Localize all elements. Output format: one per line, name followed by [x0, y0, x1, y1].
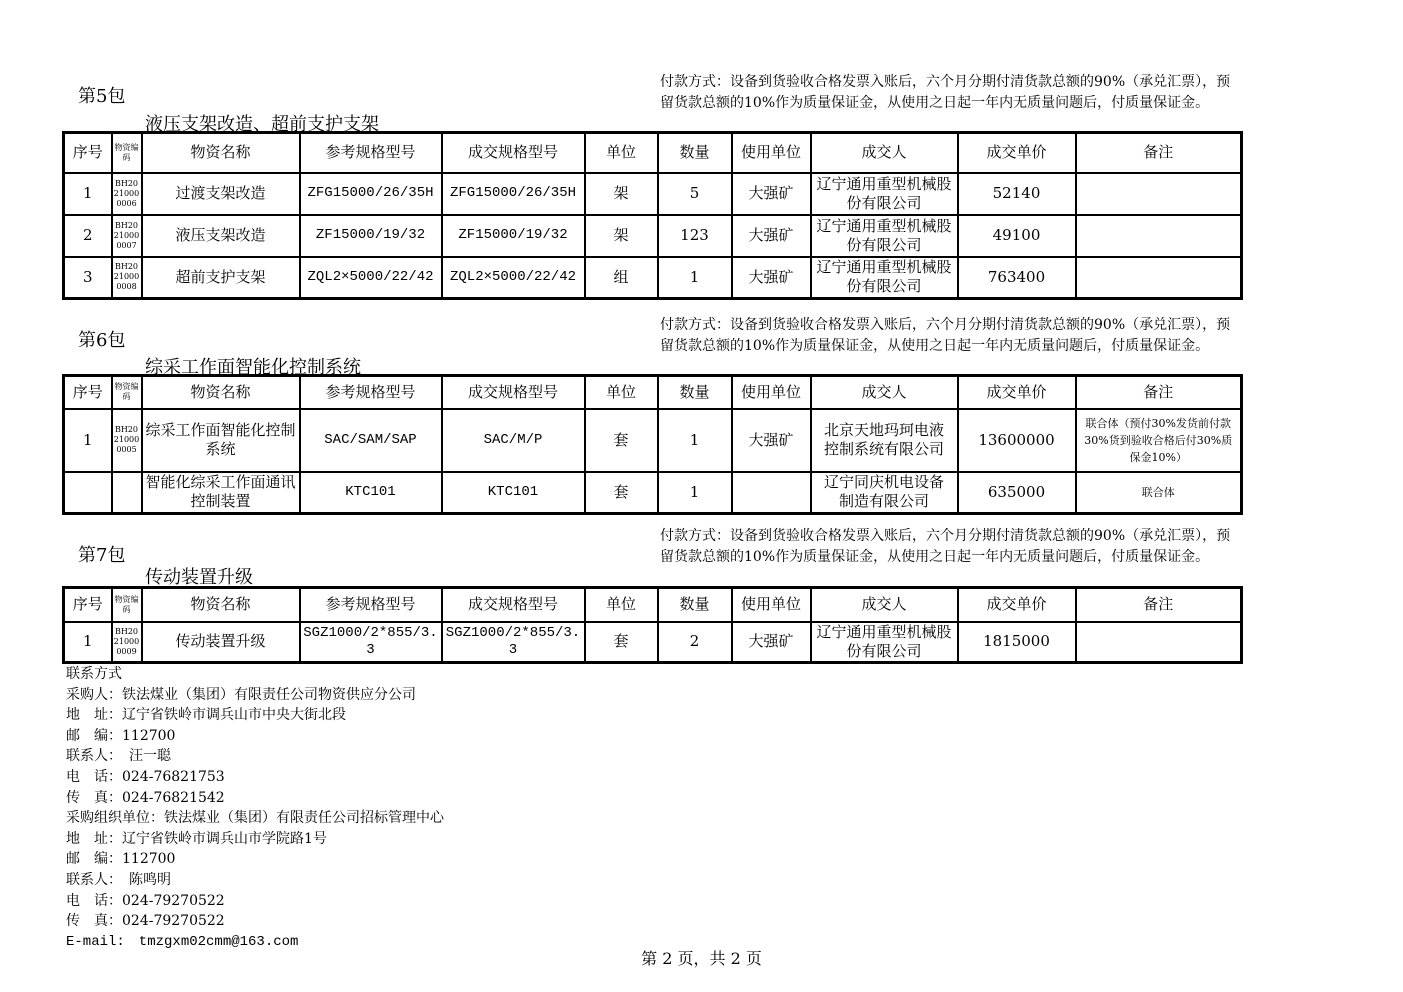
cell-price: 52140	[958, 173, 1076, 215]
cell-ref-model: KTC101	[300, 472, 442, 514]
cell-qty: 5	[658, 173, 732, 215]
table-row	[64, 409, 1242, 472]
cell-unit: 架	[585, 215, 658, 257]
cell-seq	[64, 472, 112, 514]
cell-code: BH20210000008	[112, 257, 142, 299]
cell-seq: 3	[64, 257, 112, 299]
header-user: 使用单位	[732, 133, 811, 173]
cell-ref-model: ZF15000/19/32	[300, 215, 442, 257]
header-ref-model: 参考规格型号	[300, 588, 442, 622]
cell-note	[1076, 215, 1242, 257]
header-code: 物资编码	[112, 376, 142, 409]
cell-unit: 套	[585, 409, 658, 472]
package-6-title: 综采工作面智能化控制系统	[145, 357, 361, 378]
contact-agency: 采购组织单位：铁法煤业（集团）有限责任公司招标管理中心	[66, 810, 444, 827]
contact-buyer-person: 联系人： 汪一聪	[66, 748, 171, 765]
header-vendor: 成交人	[811, 376, 958, 409]
table-row	[64, 472, 1242, 514]
cell-user: 大强矿	[732, 409, 811, 472]
cell-seq: 1	[64, 409, 112, 472]
cell-code: BH20210000007	[112, 215, 142, 257]
table-header-row	[64, 133, 1242, 173]
header-vendor: 成交人	[811, 133, 958, 173]
cell-price: 763400	[958, 257, 1076, 299]
header-deal-model: 成交规格型号	[442, 376, 585, 409]
contact-email: E-mail: tmzgxm02cmm@163.com	[66, 933, 299, 950]
header-ref-model: 参考规格型号	[300, 376, 442, 409]
cell-note	[1076, 622, 1242, 663]
cell-code: BH20210000005	[112, 409, 142, 472]
package-7-payment-terms: 付款方式：设备到货验收合格发票入账后，六个月分期付清货款总额的90%（承兑汇票），预留货款总额的10%作为质量保证金，从使用之日起一年内无质量问题后，付质量保证金。	[660, 528, 1231, 565]
package-5-payment-terms: 付款方式：设备到货验收合格发票入账后，六个月分期付清货款总额的90%（承兑汇票），预留货款总额的10%作为质量保证金，从使用之日起一年内无质量问题后，付质量保证金。	[660, 74, 1231, 111]
cell-name: 液压支架改造	[142, 215, 300, 257]
contact-agency-address: 地 址：辽宁省铁岭市调兵山市学院路1号	[66, 830, 327, 847]
cell-ref-model: ZQL2×5000/22/42	[300, 257, 442, 299]
cell-note	[1076, 173, 1242, 215]
cell-code: BH20210000006	[112, 173, 142, 215]
cell-price: 1815000	[958, 622, 1076, 663]
cell-deal-model: SGZ1000/2*855/3.3	[442, 622, 585, 663]
header-seq: 序号	[64, 133, 112, 173]
cell-price: 49100	[958, 215, 1076, 257]
cell-vendor: 辽宁通用重型机械股份有限公司	[811, 173, 958, 215]
header-note: 备注	[1076, 588, 1242, 622]
package-6-label: 第6包	[78, 330, 126, 351]
cell-deal-model: ZQL2×5000/22/42	[442, 257, 585, 299]
cell-deal-model: KTC101	[442, 472, 585, 514]
header-unit: 单位	[585, 376, 658, 409]
package-7-title: 传动装置升级	[145, 567, 253, 588]
package-7-label: 第7包	[78, 545, 126, 566]
header-unit: 单位	[585, 133, 658, 173]
contact-buyer-address: 地 址：辽宁省铁岭市调兵山市中央大街北段	[66, 707, 346, 724]
package-6-table	[62, 374, 1243, 515]
table-row	[64, 173, 1242, 215]
cell-seq: 1	[64, 622, 112, 663]
header-seq: 序号	[64, 376, 112, 409]
cell-seq: 1	[64, 173, 112, 215]
cell-note: 联合体（预付30%发货前付款30%货到验收合格后付30%质保金10%）	[1076, 409, 1242, 472]
cell-unit: 架	[585, 173, 658, 215]
cell-vendor: 北京天地玛珂电液控制系统有限公司	[811, 409, 958, 472]
cell-name: 过渡支架改造	[142, 173, 300, 215]
contact-agency-phone: 电 话：024-79270522	[66, 892, 225, 909]
cell-qty: 123	[658, 215, 732, 257]
contact-agency-person: 联系人： 陈鸣明	[66, 871, 171, 888]
package-7-table	[62, 586, 1243, 664]
cell-code	[112, 472, 142, 514]
cell-name: 智能化综采工作面通讯控制装置	[142, 472, 300, 514]
cell-name: 传动装置升级	[142, 622, 300, 663]
cell-deal-model: ZF15000/19/32	[442, 215, 585, 257]
header-code: 物资编码	[112, 133, 142, 173]
contact-buyer-phone: 电 话：024-76821753	[66, 768, 225, 785]
header-deal-model: 成交规格型号	[442, 588, 585, 622]
cell-qty: 2	[658, 622, 732, 663]
contact-block	[66, 664, 444, 952]
header-vendor: 成交人	[811, 588, 958, 622]
cell-user	[732, 472, 811, 514]
header-seq: 序号	[64, 588, 112, 622]
header-price: 成交单价	[958, 588, 1076, 622]
cell-unit: 套	[585, 472, 658, 514]
header-qty: 数量	[658, 133, 732, 173]
cell-vendor: 辽宁同庆机电设备制造有限公司	[811, 472, 958, 514]
cell-seq: 2	[64, 215, 112, 257]
table-row	[64, 257, 1242, 299]
header-note: 备注	[1076, 376, 1242, 409]
header-code: 物资编码	[112, 588, 142, 622]
contact-agency-fax: 传 真：024-79270522	[66, 913, 225, 930]
cell-price: 635000	[958, 472, 1076, 514]
contact-agency-postcode: 邮 编：112700	[66, 851, 176, 868]
cell-qty: 1	[658, 472, 732, 514]
table-header-row	[64, 588, 1242, 622]
cell-name: 综采工作面智能化控制系统	[142, 409, 300, 472]
header-qty: 数量	[658, 588, 732, 622]
table-header-row	[64, 376, 1242, 409]
cell-name: 超前支护支架	[142, 257, 300, 299]
page-footer: 第 2 页，共 2 页	[641, 949, 762, 968]
contact-buyer-fax: 传 真：024-76821542	[66, 789, 225, 806]
header-price: 成交单价	[958, 376, 1076, 409]
contact-buyer-postcode: 邮 编：112700	[66, 727, 176, 744]
table-row	[64, 622, 1242, 663]
header-user: 使用单位	[732, 588, 811, 622]
cell-note	[1076, 257, 1242, 299]
cell-unit: 套	[585, 622, 658, 663]
contact-buyer: 采购人：铁法煤业（集团）有限责任公司物资供应分公司	[66, 686, 416, 703]
package-5-title: 液压支架改造、超前支护支架	[145, 114, 379, 135]
cell-unit: 组	[585, 257, 658, 299]
header-user: 使用单位	[732, 376, 811, 409]
header-price: 成交单价	[958, 133, 1076, 173]
header-qty: 数量	[658, 376, 732, 409]
package-5-label: 第5包	[78, 86, 126, 107]
cell-user: 大强矿	[732, 622, 811, 663]
cell-qty: 1	[658, 257, 732, 299]
header-name: 物资名称	[142, 588, 300, 622]
header-name: 物资名称	[142, 133, 300, 173]
table-row	[64, 215, 1242, 257]
cell-deal-model: ZFG15000/26/35H	[442, 173, 585, 215]
contact-heading: 联系方式	[66, 666, 122, 682]
cell-user: 大强矿	[732, 173, 811, 215]
package-5-table	[62, 131, 1243, 300]
cell-user: 大强矿	[732, 215, 811, 257]
header-name: 物资名称	[142, 376, 300, 409]
cell-price: 13600000	[958, 409, 1076, 472]
header-unit: 单位	[585, 588, 658, 622]
header-note: 备注	[1076, 133, 1242, 173]
cell-code: BH20210000009	[112, 622, 142, 663]
cell-ref-model: ZFG15000/26/35H	[300, 173, 442, 215]
header-ref-model: 参考规格型号	[300, 133, 442, 173]
package-6-payment-terms: 付款方式：设备到货验收合格发票入账后，六个月分期付清货款总额的90%（承兑汇票），预留货款总额的10%作为质量保证金，从使用之日起一年内无质量问题后，付质量保证金。	[660, 317, 1231, 354]
cell-vendor: 辽宁通用重型机械股份有限公司	[811, 257, 958, 299]
cell-vendor: 辽宁通用重型机械股份有限公司	[811, 622, 958, 663]
cell-qty: 1	[658, 409, 732, 472]
cell-note: 联合体	[1076, 472, 1242, 514]
cell-ref-model: SGZ1000/2*855/3.3	[300, 622, 442, 663]
cell-vendor: 辽宁通用重型机械股份有限公司	[811, 215, 958, 257]
cell-user: 大强矿	[732, 257, 811, 299]
cell-ref-model: SAC/SAM/SAP	[300, 409, 442, 472]
header-deal-model: 成交规格型号	[442, 133, 585, 173]
cell-deal-model: SAC/M/P	[442, 409, 585, 472]
